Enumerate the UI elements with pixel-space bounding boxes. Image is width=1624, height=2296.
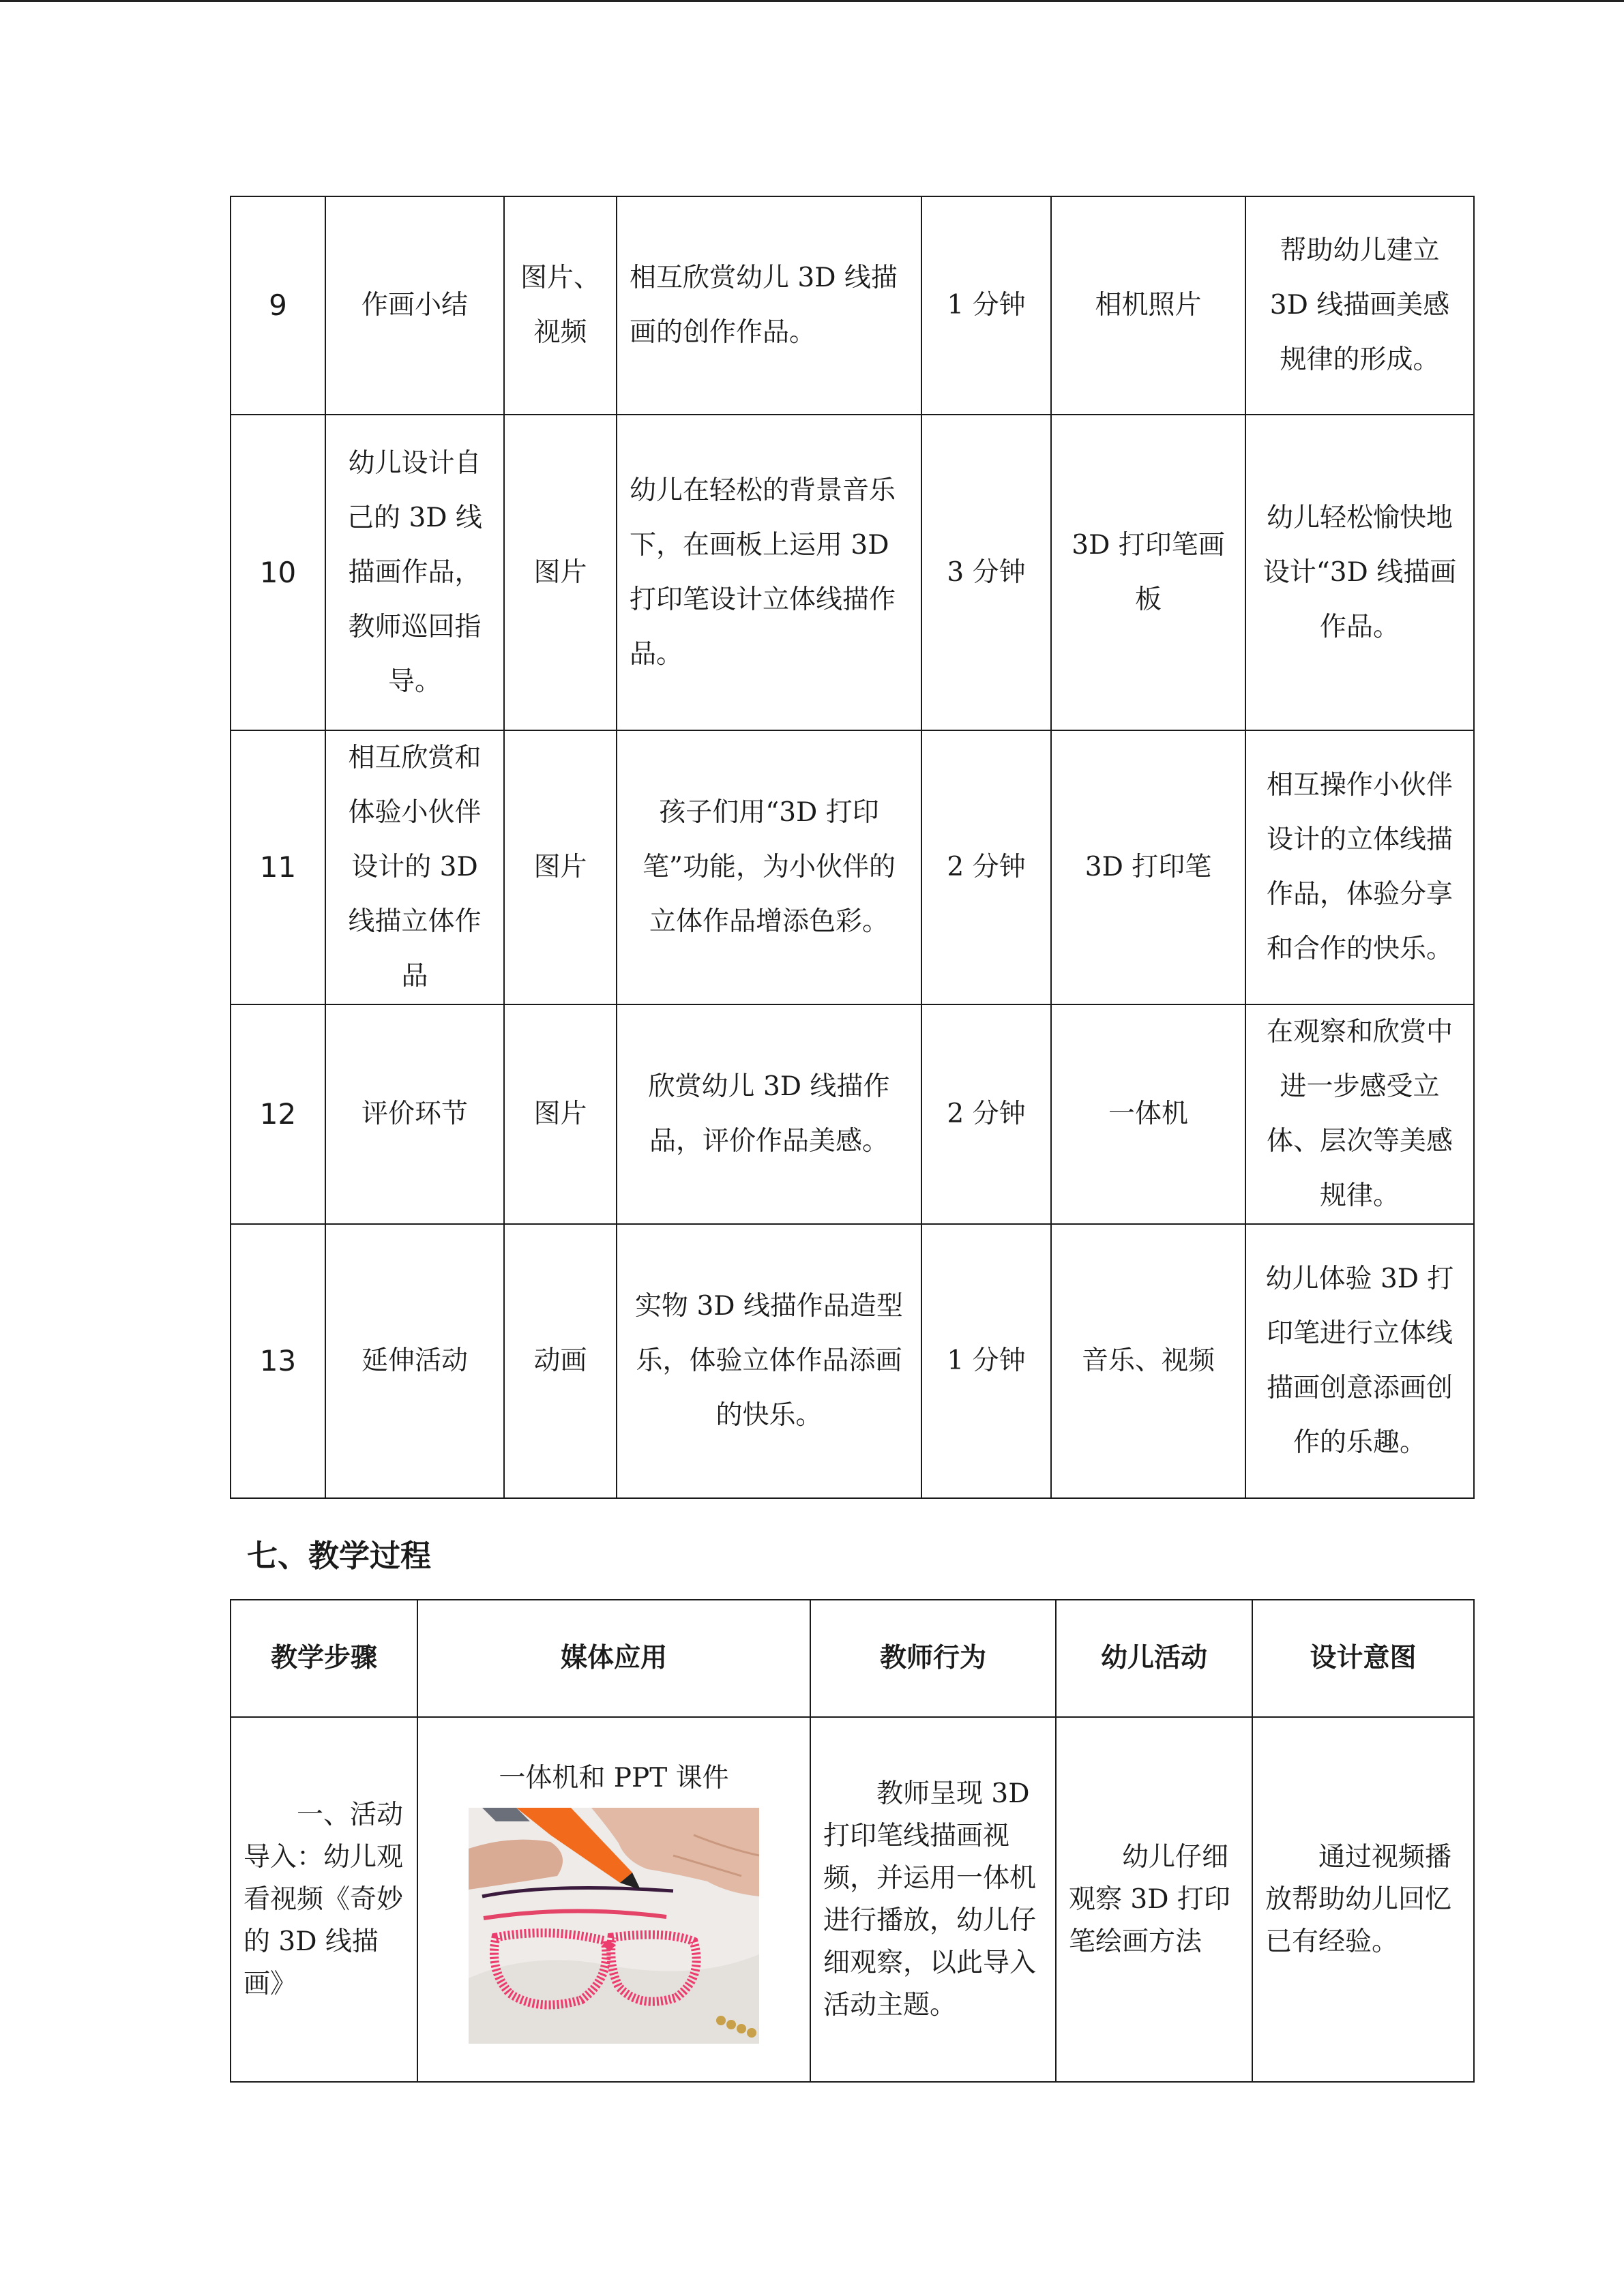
table-row — [231, 1717, 1474, 2082]
step-number: 9 — [231, 196, 325, 415]
header-child: 幼儿活动 — [1056, 1600, 1252, 1717]
tool: 一体机 — [1051, 1004, 1245, 1224]
activity-content: 孩子们用“3D 打印笔”功能，为小伙伴的立体作品增添色彩。 — [617, 730, 921, 1004]
tool: 3D 打印笔画板 — [1051, 415, 1245, 730]
step-name: 相互欣赏和体验小伙伴设计的 3D 线描立体作品 — [325, 730, 504, 1004]
media-type: 图片 — [504, 730, 617, 1004]
header-step: 教学步骤 — [231, 1600, 417, 1717]
step-number: 13 — [231, 1224, 325, 1498]
header-teacher: 教师行为 — [810, 1600, 1056, 1717]
step-name: 作画小结 — [325, 196, 504, 415]
step-number: 10 — [231, 415, 325, 730]
teacher-behavior: 教师呈现 3D 打印笔线描画视频，并运用一体机进行播放，幼儿仔细观察，以此导入活动主题。 — [810, 1717, 1056, 2082]
design-purpose: 帮助幼儿建立 3D 线描画美感规律的形成。 — [1245, 196, 1474, 415]
child-activity: 幼儿仔细观察 3D 打印笔绘画方法 — [1056, 1717, 1252, 2082]
design-purpose: 相互操作小伙伴设计的立体线描作品，体验分享和合作的快乐。 — [1245, 730, 1474, 1004]
duration: 2 分钟 — [921, 730, 1051, 1004]
design-purpose: 在观察和欣赏中进一步感受立体、层次等美感规律。 — [1245, 1004, 1474, 1224]
design-purpose: 通过视频播放帮助幼儿回忆已有经验。 — [1252, 1717, 1474, 2082]
section-title: 七、教学过程 — [247, 1538, 432, 1574]
media-cell — [417, 1717, 810, 2082]
teaching-step: 一、活动导入：幼儿观看视频《奇妙的 3D 线描画》 — [231, 1717, 417, 2082]
design-purpose: 幼儿轻松愉快地设计“3D 线描画作品。 — [1245, 415, 1474, 730]
duration: 1 分钟 — [921, 1224, 1051, 1498]
tool: 3D 打印笔 — [1051, 730, 1245, 1004]
step-number: 12 — [231, 1004, 325, 1224]
tool: 音乐、视频 — [1051, 1224, 1245, 1498]
activity-content: 实物 3D 线描作品造型乐，体验立体作品添画的快乐。 — [617, 1224, 921, 1498]
table-row — [231, 196, 1474, 415]
duration: 1 分钟 — [921, 196, 1051, 415]
media-type: 图片、视频 — [504, 196, 617, 415]
step-number: 11 — [231, 730, 325, 1004]
design-purpose: 幼儿体验 3D 打印笔进行立体线描画创意添画创作的乐趣。 — [1245, 1224, 1474, 1498]
table-row — [231, 730, 1474, 1004]
media-type: 图片 — [504, 1004, 617, 1224]
header-media: 媒体应用 — [417, 1600, 810, 1717]
duration: 3 分钟 — [921, 415, 1051, 730]
top-border-line — [0, 0, 1624, 2]
table-row — [231, 1224, 1474, 1498]
step-name: 幼儿设计自己的 3D 线描画作品，教师巡回指导。 — [325, 415, 504, 730]
media-type: 图片 — [504, 415, 617, 730]
activity-content: 相互欣赏幼儿 3D 线描画的创作作品。 — [617, 196, 921, 415]
table-row — [231, 415, 1474, 730]
media-caption: 一体机和 PPT 课件 — [499, 1762, 729, 1793]
duration: 2 分钟 — [921, 1004, 1051, 1224]
activity-content: 幼儿在轻松的背景音乐下，在画板上运用 3D 打印笔设计立体线描作品。 — [617, 415, 921, 730]
header-purpose: 设计意图 — [1252, 1600, 1474, 1717]
activity-table — [230, 196, 1475, 1499]
teaching-process-table — [230, 1599, 1475, 2083]
table-header-row — [231, 1600, 1474, 1717]
activity-content: 欣赏幼儿 3D 线描作品，评价作品美感。 — [617, 1004, 921, 1224]
step-name: 延伸活动 — [325, 1224, 504, 1498]
step-name: 评价环节 — [325, 1004, 504, 1224]
media-type: 动画 — [504, 1224, 617, 1498]
tool: 相机照片 — [1051, 196, 1245, 415]
table-row — [231, 1004, 1474, 1224]
3d-pen-drawing-photo — [469, 1808, 759, 2044]
